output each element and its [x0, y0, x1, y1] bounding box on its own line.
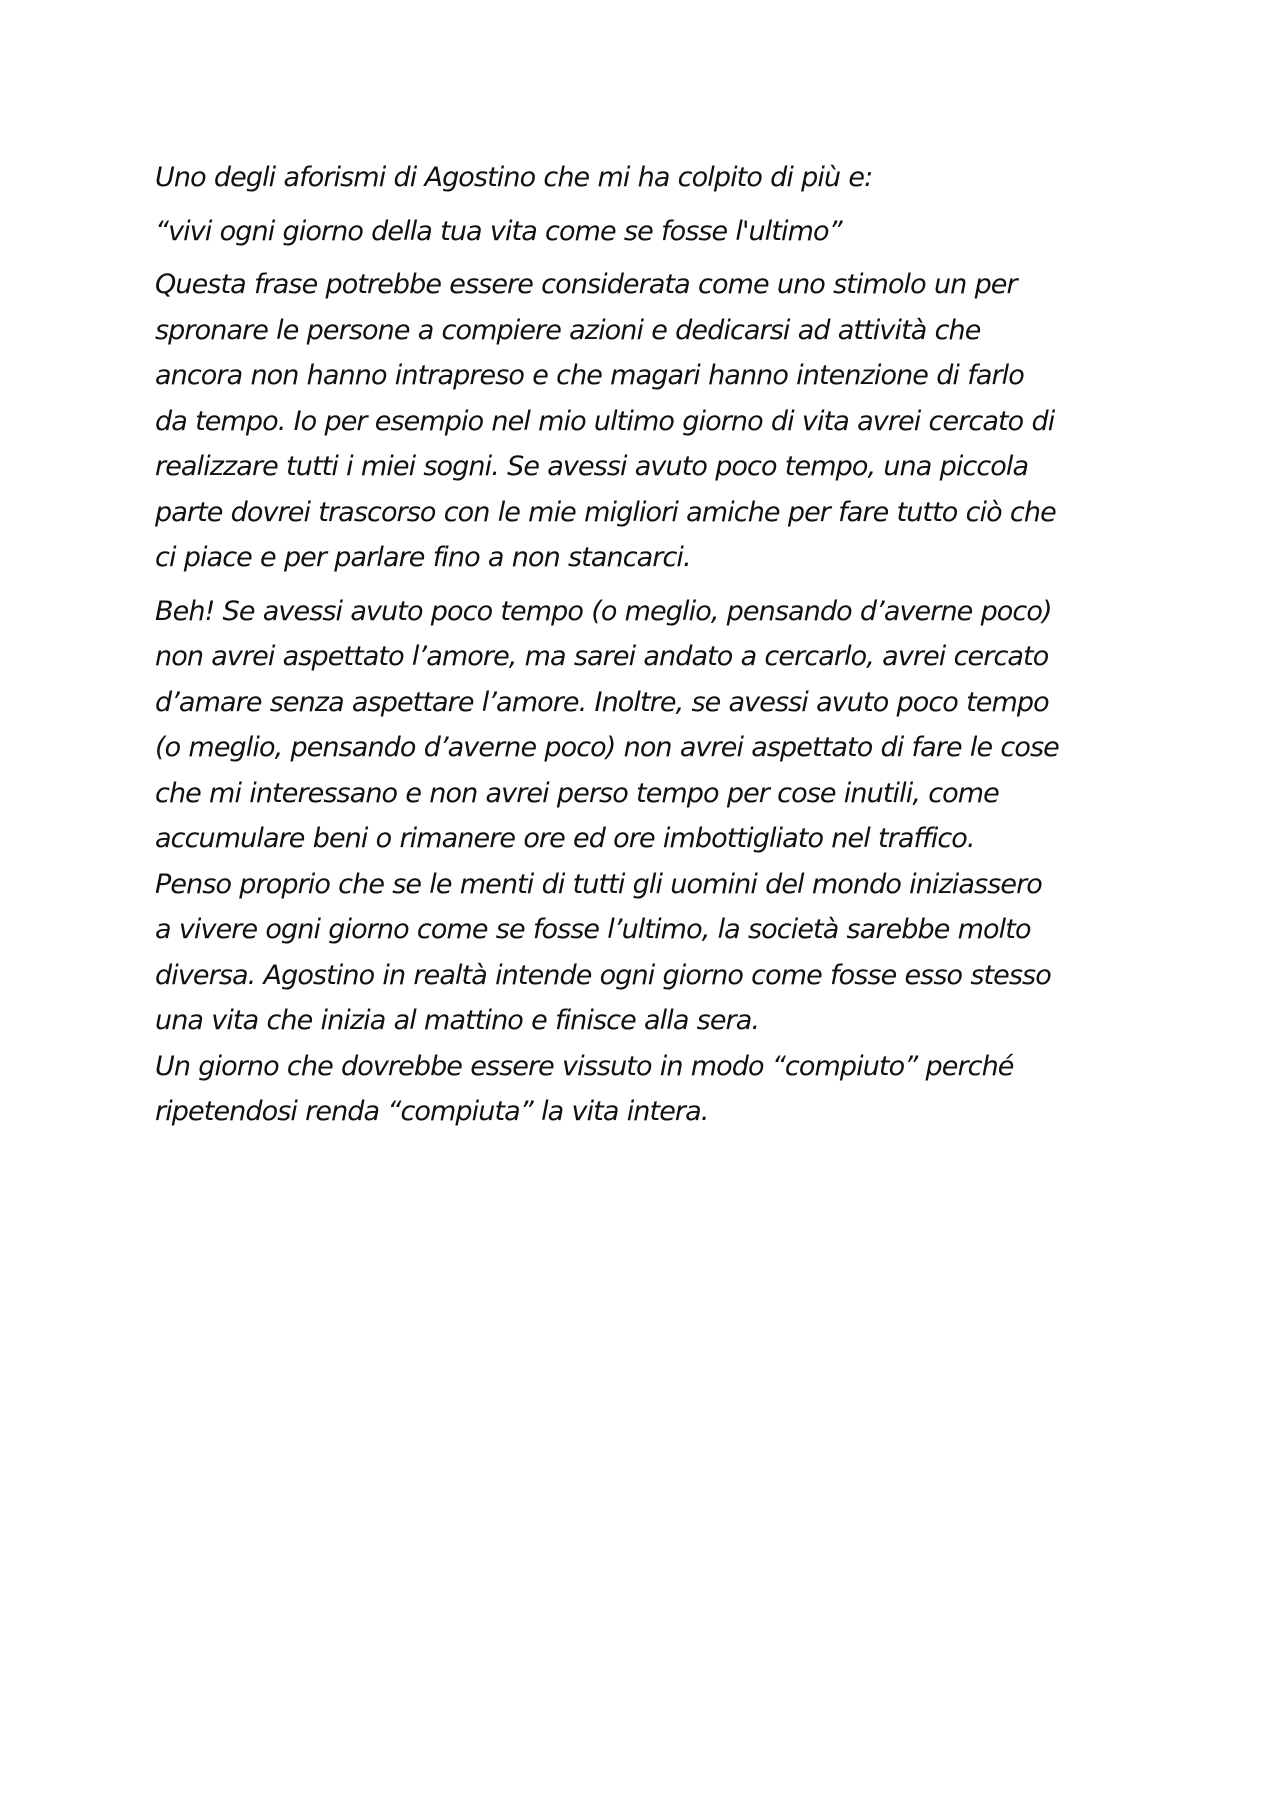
text-line: Questa frase potrebbe essere considerata come uno stimolo un per: [155, 269, 1017, 300]
text-line: Beh! Se avessi avuto poco tempo (o meglio, pensando d’averne poco): [155, 595, 1052, 627]
text-line: ci piace e per parlare fino a non stancarci.: [155, 542, 691, 573]
text-line: realizzare tutti i miei sogni. Se avessi avuto poco tempo, una piccola: [155, 451, 1029, 482]
text-line: ancora non hanno intrapreso e che magari hanno intenzione di farlo: [155, 360, 1024, 391]
text-line: ripetendosi renda “compiuta” la vita intera.: [155, 1096, 709, 1127]
text-line: “vivi ogni giorno della tua vita come se fosse l'ultimo”: [155, 215, 842, 247]
paragraph-intro: [155, 155, 1145, 201]
text-line: da tempo. Io per esempio nel mio ultimo giorno di vita avrei cercato di: [155, 405, 1055, 437]
text-line: diversa. Agostino in realtà intende ogni giorno come fosse esso stesso: [155, 959, 1051, 991]
document-body: [155, 155, 1145, 1135]
text-line: Penso proprio che se le menti di tutti gli uomini del mondo iniziassero: [155, 868, 1042, 900]
paragraph-reflection: [155, 262, 1145, 581]
text-line: parte dovrei trascorso con le mie migliori amiche per fare tutto ciò che: [155, 496, 1056, 528]
text-line: che mi interessano e non avrei perso tempo per cose inutili, come: [155, 777, 999, 809]
text-line: Uno degli aforismi di Agostino che mi ha colpito di più e:: [155, 162, 873, 193]
text-line: d’amare senza aspettare l’amore. Inoltre, se avessi avuto poco tempo: [155, 686, 1049, 718]
text-line: Un giorno che dovrebbe essere vissuto in modo “compiuto” perché: [155, 1050, 1014, 1082]
paragraph-quote: [155, 209, 1145, 255]
text-line: a vivere ogni giorno come se fosse l’ultimo, la società sarebbe molto: [155, 914, 1031, 945]
text-line: accumulare beni o rimanere ore ed ore imbottigliato nel traffico.: [155, 823, 975, 854]
paragraph-conclusion: [155, 589, 1145, 1135]
text-line: non avrei aspettato l’amore, ma sarei andato a cercarlo, avrei cercato: [155, 641, 1049, 672]
text-line: (o meglio, pensando d’averne poco) non avrei aspettato di fare le cose: [155, 732, 1059, 763]
text-line: spronare le persone a compiere azioni e dedicarsi ad attività che: [155, 314, 981, 346]
text-line: una vita che inizia al mattino e finisce alla sera.: [155, 1005, 760, 1036]
